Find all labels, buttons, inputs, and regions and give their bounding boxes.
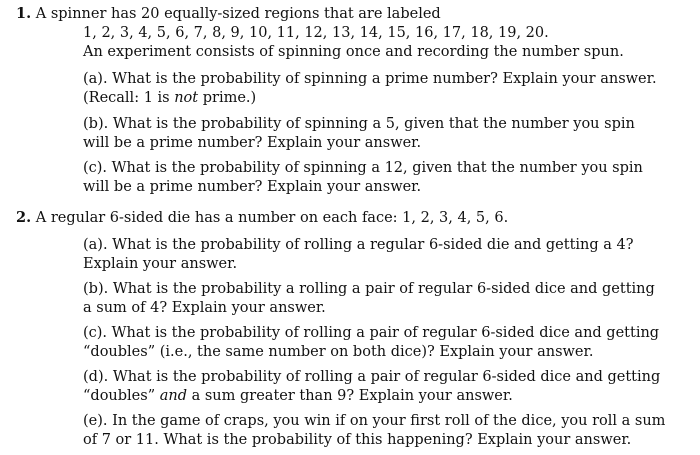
problem-2e-line-2: of 7 or 11. What is the probability of this happening? Explain your answer. xyxy=(83,432,632,448)
problem-2c-line-1: (c). What is the probability of rolling a pair of regular 6-sided dice and getting xyxy=(83,325,660,341)
problem-2-intro-line-1: A regular 6-sided die has a number on each face: 1, 2, 3, 4, 5, 6. xyxy=(35,210,509,226)
problem-1-intro-line-1: A spinner has 20 equally-sized regions that are labeled xyxy=(35,6,441,22)
problem-2d-and-emphasis: and xyxy=(159,388,187,404)
problem-2a-line-1: (a). What is the probability of rolling a regular 6-sided die and getting a 4? xyxy=(83,237,634,253)
problem-2d-doubles-pre: “doubles” xyxy=(83,388,160,404)
problem-2a-line-2: Explain your answer. xyxy=(83,256,238,272)
problem-1-intro-line-2: 1, 2, 3, 4, 5, 6, 7, 8, 9, 10, 11, 12, 13, 14, 15, 16, 17, 18, 19, 20. xyxy=(83,25,549,41)
problem-2e-line-1: (e). In the game of craps, you win if on your first roll of the dice, you roll a sum xyxy=(83,413,666,429)
problem-1a-line-1: (a). What is the probability of spinning a prime number? Explain your answer. xyxy=(83,71,657,87)
problem-1-heading xyxy=(16,5,441,23)
problem-2d-doubles-post: a sum greater than 9? Explain your answer. xyxy=(187,388,513,404)
problem-2c-line-2: “doubles” (i.e., the same number on both dice)? Explain your answer. xyxy=(83,344,594,360)
problem-2-number: 2. xyxy=(16,209,32,226)
problem-1b-line-1: (b). What is the probability of spinning a 5, given that the number you spin xyxy=(83,116,635,132)
problem-2-heading xyxy=(16,209,508,227)
problem-1a-line-2 xyxy=(83,89,256,107)
problem-1c-line-2: will be a prime number? Explain your answer. xyxy=(83,179,422,195)
problem-1a-recall-pre: (Recall: 1 is xyxy=(83,90,175,106)
problem-1-intro-line-3: An experiment consists of spinning once and recording the number spun. xyxy=(83,44,624,60)
problem-1a-recall-emphasis: not xyxy=(174,90,199,106)
problem-2b-line-1: (b). What is the probability a rolling a pair of regular 6-sided dice and getting xyxy=(83,281,655,297)
problem-2b-line-2: a sum of 4? Explain your answer. xyxy=(83,300,326,316)
problem-1a-recall-post: prime.) xyxy=(198,90,257,106)
problem-2d-line-2 xyxy=(83,387,513,405)
problem-1b-line-2: will be a prime number? Explain your answer. xyxy=(83,135,422,151)
problem-1c-line-1: (c). What is the probability of spinning a 12, given that the number you spin xyxy=(83,160,643,176)
problem-1-number: 1. xyxy=(16,5,32,22)
problem-2d-line-1: (d). What is the probability of rolling a pair of regular 6-sided dice and getting xyxy=(83,369,661,385)
